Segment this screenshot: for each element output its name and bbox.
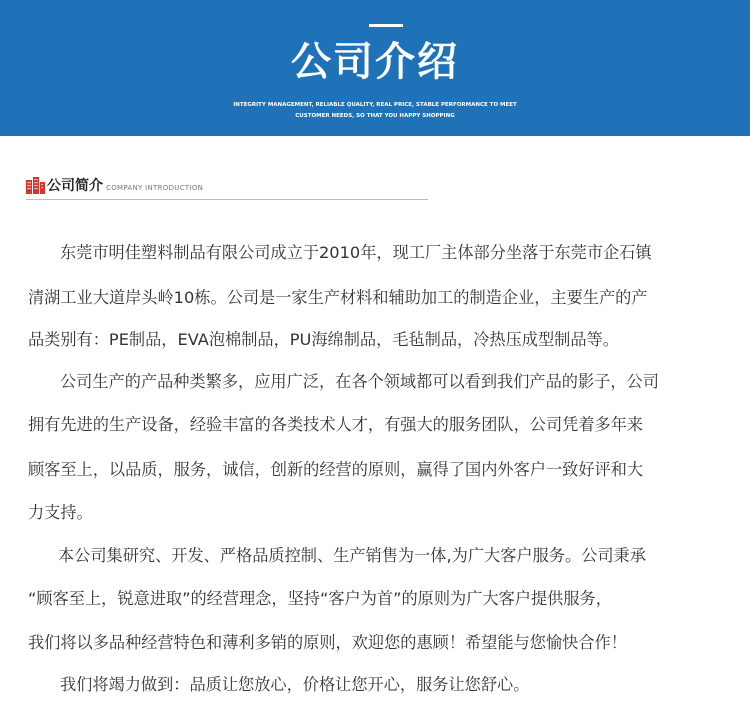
text-line: 我们将竭力做到：品质让您放心，价格让您开心，服务让您舒心。: [60, 675, 530, 694]
text-line: 品类别有：PE制品，EVA泡棉制品，PU海绵制品，毛毡制品，冷热压成型制品等。: [28, 330, 619, 349]
text-line: “顾客至上，锐意进取”的经营理念，坚持“客户为首”的原则为广大客户提供服务，: [28, 589, 612, 608]
text-line: 我们将以多品种经营特色和薄利多销的原则，欢迎您的惠顾！希望能与您愉快合作！: [28, 633, 627, 652]
banner-title: 公司介绍: [291, 39, 459, 85]
banner-subtitle-line2: CUSTOMER NEEDS, SO THAT YOU HAPPY SHOPPING: [295, 113, 455, 119]
text-line: 东莞市明佳塑料制品有限公司成立于2010年，现工厂主体部分坐落于东莞市企石镇: [60, 243, 652, 262]
banner-subtitle-line1: INTEGRITY MANAGEMENT, RELIABLE QUALITY, REAL PRICE, STABLE PERFORMANCE TO MEET: [233, 102, 517, 108]
section-title: 公司简介: [47, 178, 103, 194]
text-line: 拥有先进的生产设备，经验丰富的各类技术人才，有强大的服务团队，公司凭着多年来: [28, 415, 644, 434]
text-line: 本公司集研究、开发、严格品质控制、生产销售为一体,为广大客户服务。公司秉承: [58, 546, 646, 565]
section-title-en: COMPANY INTRODUCTION: [106, 184, 204, 192]
text-line: 顾客至上，以品质，服务，诚信，创新的经营的原则，赢得了国内外客户一致好评和大: [28, 460, 644, 479]
text-line: 力支持。: [28, 503, 93, 522]
text-line: 公司生产的产品种类繁多，应用广泛，在各个领域都可以看到我们产品的影子，公司: [60, 372, 659, 391]
text-line: 清湖工业大道岸头岭10栋。公司是一家生产材料和辅助加工的制造企业，主要生产的产: [28, 288, 648, 307]
